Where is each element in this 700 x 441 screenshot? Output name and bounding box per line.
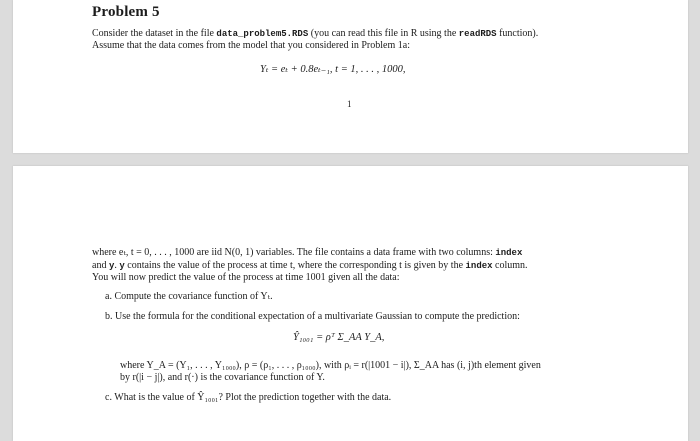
- column-y: y: [108, 261, 115, 271]
- text-dot: .: [114, 260, 120, 271]
- prediction-equation: Ŷ₁₀₀₁ = ρᵀ Σ_AA Y_A,: [293, 332, 385, 343]
- intro-text-c: function).: [496, 28, 539, 39]
- document-page-1: [13, 0, 688, 153]
- item-b: b. Use the formula for the conditional expectation of a multivariate Gaussian to compute the prediction:: [105, 311, 520, 322]
- item-a: a. Compute the covariance function of Yₜ.: [105, 291, 273, 302]
- text-column: column.: [492, 260, 528, 271]
- intro-line-1: [92, 28, 538, 41]
- item-c: c. What is the value of Ŷ₁₀₀₁? Plot the prediction together with the data.: [105, 392, 392, 403]
- predict-line: You will now predict the value of the process at time 1001 given all the data:: [92, 272, 400, 283]
- where-definition-line-2: by r(|i − j|), and r(·) is the covariance function of Y.: [120, 372, 325, 383]
- model-equation: Yₜ = eₜ + 0.8eₜ₋₁, t = 1, . . . , 1000,: [260, 64, 406, 75]
- document-page-2: [13, 166, 688, 441]
- column-index-2: index: [465, 261, 493, 271]
- problem-title: Problem 5: [92, 4, 160, 20]
- intro-text-a: Consider the dataset in the file: [92, 28, 217, 39]
- text-contains: contains the value of the process at time t, where the corresponding t is given by the: [124, 260, 466, 271]
- intro-line-2: Assume that the data comes from the model that you considered in Problem 1a:: [92, 40, 410, 51]
- column-y-2: y: [119, 261, 125, 271]
- where-line-1: [92, 247, 522, 260]
- column-index: index: [495, 248, 523, 258]
- page-number: 1: [347, 99, 352, 109]
- where-text: where eₜ, t = 0, . . . , 1000 are iid N(0, 1) variables. The file contains a data frame with two columns:: [92, 247, 496, 258]
- text-and: and: [92, 260, 109, 271]
- file-name: data_problem5.RDS: [216, 29, 309, 39]
- intro-text-b: (you can read this file in R using the: [308, 28, 459, 39]
- function-name: readRDS: [458, 29, 497, 39]
- where-definition-line-1: where Y_A = (Y₁, . . . , Y₁₀₀₀), ρ = (ρ₁, . . . , ρ₁₀₀₀), with ρᵢ = r(|1001 − i|), Σ_AA has (i, j)th element given: [120, 360, 541, 371]
- where-line-2: [92, 260, 528, 273]
